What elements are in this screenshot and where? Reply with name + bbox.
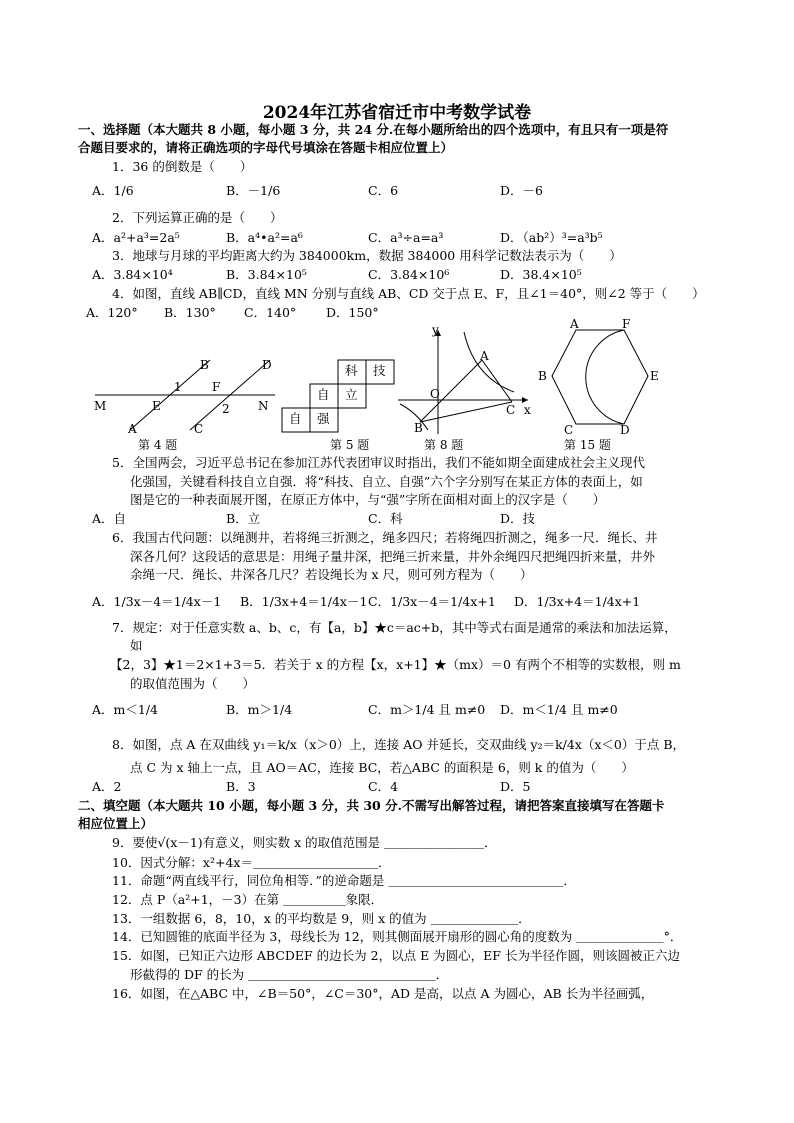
- q16: 16．如图，在△ABC 中，∠B＝50°，∠C＝30°，AD 是高，以点 A 为圆心，AB 长为半径画弧，: [112, 986, 654, 1001]
- q4-option-c: C．140°: [244, 305, 297, 320]
- q6-line3: 余绳一尺．绳长、井深各几尺？若设绳长为 x 尺，则可列方程为（ ）: [130, 567, 533, 582]
- q6-line2: 深各几何？这段话的意思是：用绳子量井深，把绳三折来量，井外余绳四尺把绳四折来量，井外: [130, 549, 656, 564]
- q9: 9．要使√(x－1)有意义，则实数 x 的取值范围是 ＿＿＿＿＿＿＿＿．: [112, 835, 497, 850]
- q8-option-a: A．2: [92, 779, 122, 794]
- cube-face-ji: 技: [373, 363, 386, 378]
- q14: 14．已知圆锥的底面半径为 3，母线长为 12，则其侧面展开扇形的圆心角的度数为 ＿＿＿＿＿＿＿°．: [112, 929, 683, 944]
- q8-option-c: C．4: [368, 779, 399, 794]
- q3-option-d: D．38.4×10⁵: [500, 267, 582, 282]
- q2-option-a: A．a²+a³=2a⁵: [92, 230, 180, 245]
- q12: 12．点 P（a²+1，－3）在第 ＿＿＿＿＿象限．: [112, 892, 384, 907]
- q7-option-b: B．m＞1/4: [226, 702, 293, 717]
- q6-option-c: C．1/3x－4＝1/4x+1: [368, 594, 496, 609]
- q6-option-b: B．1/3x+4＝1/4x－1: [240, 594, 368, 609]
- svg-text:D: D: [262, 358, 272, 372]
- q8-line1: 8．如图，点 A 在双曲线 y₁＝k/x（x＞0）上，连接 AO 并延长，交双曲线 y₂＝k/4x（x＜0）于点 B，: [112, 737, 686, 752]
- section2-header-line2: 相应位置上）: [78, 816, 154, 831]
- q11: 11．命题“两直线平行，同位角相等．”的逆命题是 ＿＿＿＿＿＿＿＿＿＿＿＿＿＿．: [112, 873, 576, 888]
- q2-stem: 2．下列运算正确的是（ ）: [112, 210, 283, 225]
- svg-text:x: x: [524, 403, 531, 417]
- q5-line2: 化强国，关键看科技自立自强．将“科技、自立、自强”六个字分别写在某正方体的表面上，如: [130, 474, 643, 489]
- q15-line2: 形截得的 DF 的长为 ＿＿＿＿＿＿＿＿＿＿＿＿＿＿＿．: [130, 967, 449, 982]
- q5-option-c: C．科: [368, 511, 403, 526]
- q5-option-d: D．技: [500, 511, 536, 526]
- q3-stem: 3．地球与月球的平均距离大约为 384000km，数据 384000 用科学记数法表示为（ ）: [112, 248, 622, 263]
- q4-option-d: D．150°: [326, 305, 379, 320]
- svg-text:F: F: [622, 318, 631, 331]
- q7-option-d: D．m＜1/4 且 m≠0: [500, 702, 618, 717]
- q8-option-b: B．3: [226, 779, 256, 794]
- figure-4-caption: 第 4 题: [138, 438, 178, 452]
- figure-4: [90, 355, 280, 435]
- section2-header-line1: 二、填空题（本大题共 10 小题，每小题 3 分，共 30 分.不需写出解答过程，请把答案直接填写在答题卡: [78, 798, 665, 813]
- svg-text:N: N: [258, 399, 269, 413]
- q8-option-d: D．5: [500, 779, 531, 794]
- svg-text:E: E: [650, 369, 659, 383]
- figure-15: [534, 318, 662, 436]
- q1-stem: 1．36 的倒数是（ ）: [112, 159, 253, 174]
- section1-header-line1: 一、选择题（本大题共 8 小题，每小题 3 分，共 24 分.在每小题所给出的四个选项中，有且只有一项是符: [78, 122, 669, 137]
- cube-face-ke: 科: [345, 363, 358, 378]
- svg-text:C: C: [194, 422, 204, 435]
- svg-text:y: y: [432, 323, 439, 337]
- q7-line2: 如: [130, 638, 143, 653]
- q13: 13．一组数据 6，8，10，x 的平均数是 9，则 x 的值为 ＿＿＿＿＿＿＿．: [112, 911, 531, 926]
- svg-text:O: O: [430, 387, 440, 401]
- q3-option-a: A．3.84×10⁴: [92, 267, 173, 282]
- q6-option-a: A．1/3x－4＝1/4x－1: [92, 594, 222, 609]
- cube-face-zi-1: 自: [317, 387, 330, 402]
- page-title: 2024年江苏省宿迁市中考数学试卷: [262, 103, 532, 123]
- svg-text:B: B: [200, 358, 209, 372]
- svg-text:A: A: [480, 349, 489, 363]
- q1-option-b: B．－1/6: [226, 183, 281, 198]
- cube-face-zi-2: 自: [289, 411, 302, 426]
- q6-option-d: D．1/3x+4＝1/4x+1: [514, 594, 641, 609]
- q4-option-b: B．130°: [164, 305, 216, 320]
- svg-text:C: C: [564, 423, 574, 436]
- figure-8-caption: 第 8 题: [424, 438, 464, 452]
- svg-text:B: B: [414, 421, 423, 435]
- q4-stem: 4．如图，直线 AB∥CD，直线 MN 分别与直线 AB、CD 交于点 E、F，且∠1＝40°，则∠2 等于（ ）: [112, 286, 705, 301]
- svg-text:B: B: [538, 369, 547, 383]
- q7-line1: 7．规定：对于任意实数 a、b、c，有【a，b】★c＝ac+b，其中等式右面是通常的乘法和加法运算，: [112, 620, 677, 635]
- q5-line3: 图是它的一种表面展开图，在原正方体中，与“强”字所在面相对面上的汉字是（ ）: [130, 492, 606, 507]
- svg-text:C: C: [506, 403, 516, 417]
- svg-text:1: 1: [174, 380, 182, 394]
- q10: 10．因式分解：x²+4x＝＿＿＿＿＿＿＿＿＿＿．: [112, 855, 391, 870]
- q7-line3: 【2，3】★1＝2×1+3＝5．若关于 x 的方程【x，x+1】★（mx）＝0 有两个不相等的实数根，则 m: [110, 657, 681, 672]
- figure-8: [396, 322, 536, 436]
- svg-text:A: A: [128, 422, 137, 435]
- figure-5-caption: 第 5 题: [330, 438, 370, 452]
- q7-option-c: C．m＞1/4 且 m≠0: [368, 702, 486, 717]
- q5-option-a: A．自: [92, 511, 127, 526]
- q2-option-b: B．a⁴•a²=a⁶: [226, 230, 303, 245]
- q1-option-c: C．6: [368, 183, 399, 198]
- q6-line1: 6．我国古代问题：以绳测井，若将绳三折测之，绳多四尺；若将绳四折测之，绳多一尺．绳长、井: [112, 530, 658, 545]
- cube-face-qiang: 强: [317, 411, 330, 426]
- q8-line2: 点 C 为 x 轴上一点，且 AO＝AC，连接 BC，若△ABC 的面积是 6，则 k 的值为（ ）: [130, 760, 634, 775]
- q7-line4: 的取值范围为（ ）: [130, 676, 256, 691]
- q5-line1: 5．全国两会，习近平总书记在参加江苏代表团审议时指出，我们不能如期全面建成社会主义现代: [112, 455, 645, 470]
- q3-option-b: B．3.84×10⁵: [226, 267, 307, 282]
- svg-text:D: D: [620, 423, 630, 436]
- q3-option-c: C．3.84×10⁶: [368, 267, 450, 282]
- svg-text:A: A: [570, 318, 579, 331]
- q2-option-c: C．a³÷a=a³: [368, 230, 444, 245]
- q4-option-a: A．120°: [86, 305, 138, 320]
- figure-15-caption: 第 15 题: [564, 438, 611, 452]
- section1-header-line2: 合题目要求的，请将正确选项的字母代号填涂在答题卡相应位置上）: [78, 140, 454, 155]
- q1-option-d: D．－6: [500, 183, 543, 198]
- cube-face-li: 立: [345, 387, 358, 402]
- q7-option-a: A．m＜1/4: [92, 702, 158, 717]
- q15-line1: 15．如图，已知正六边形 ABCDEF 的边长为 2，以点 E 为圆心，EF 长为半径作圆，则该圆被正六边: [112, 948, 680, 963]
- svg-text:E: E: [152, 399, 161, 413]
- svg-text:M: M: [94, 399, 107, 413]
- q1-option-a: A．1/6: [92, 183, 134, 198]
- q5-option-b: B．立: [226, 511, 261, 526]
- q2-option-d: D．（ab²）³=a³b⁵: [500, 230, 603, 245]
- svg-text:F: F: [212, 380, 221, 394]
- svg-text:2: 2: [222, 402, 230, 416]
